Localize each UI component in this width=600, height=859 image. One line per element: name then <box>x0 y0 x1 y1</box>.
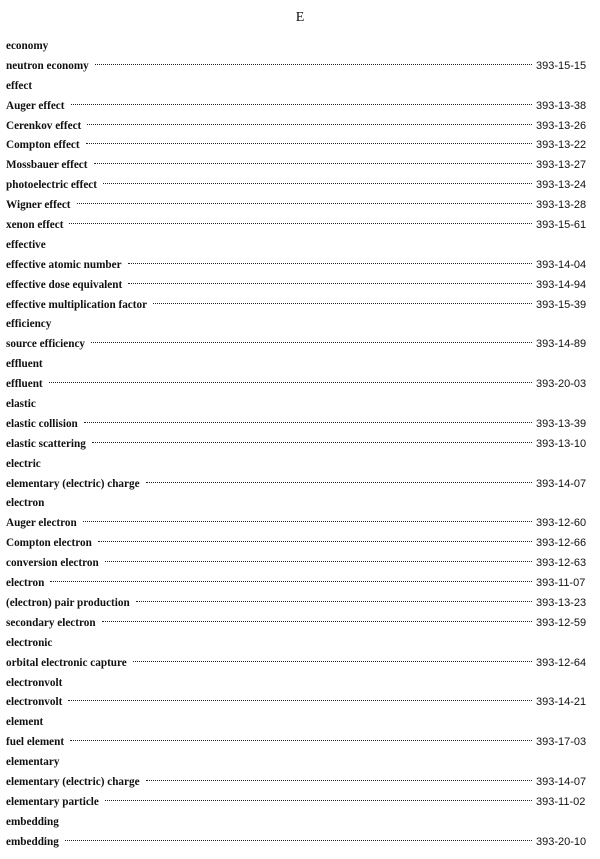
entry-term: effective atomic number <box>6 258 122 271</box>
entry-term: source efficiency <box>6 338 86 351</box>
entry-code: 393-13-22 <box>536 139 587 152</box>
index-entry <box>6 773 596 793</box>
dot-leader <box>94 163 533 164</box>
index-entry <box>6 554 596 574</box>
dot-leader <box>128 283 532 284</box>
index-entry <box>6 196 596 216</box>
index-entry <box>6 574 596 594</box>
entry-term: fuel element <box>6 736 65 749</box>
dot-leader <box>65 840 532 841</box>
index-heading: elementary <box>6 756 60 769</box>
index-heading: element <box>6 716 44 729</box>
entry-code: 393-13-28 <box>536 199 587 212</box>
entry-term: elementary (electric) charge <box>6 477 140 490</box>
entry-code: 393-15-61 <box>536 219 587 232</box>
dot-leader <box>98 541 532 542</box>
index-heading: effluent <box>6 358 43 371</box>
entry-term: Auger electron <box>6 517 77 530</box>
index-entry <box>6 256 596 276</box>
entry-code: 393-14-21 <box>536 696 587 709</box>
dot-leader <box>50 581 532 582</box>
entry-term: electron <box>6 577 45 590</box>
entry-code: 393-17-03 <box>536 736 587 749</box>
dot-leader <box>84 422 532 423</box>
entry-code: 393-13-23 <box>536 596 587 609</box>
page-title: E <box>295 10 305 25</box>
entry-code: 393-12-64 <box>536 656 587 669</box>
dot-leader <box>87 124 532 125</box>
dot-leader <box>95 64 532 65</box>
dot-leader <box>153 303 532 304</box>
index-heading: electron <box>6 497 45 510</box>
index-entry <box>6 514 596 534</box>
dot-leader <box>71 104 533 105</box>
dot-leader <box>91 342 532 343</box>
dot-leader <box>49 382 532 383</box>
index-entry <box>6 614 596 634</box>
entry-code: 393-12-66 <box>536 537 587 550</box>
entry-code: 393-14-04 <box>536 258 587 271</box>
index-entry <box>6 594 596 614</box>
index-entry <box>6 733 596 753</box>
entry-term: elementary particle <box>6 795 99 808</box>
index-heading: efficiency <box>6 318 52 331</box>
entry-code: 393-13-24 <box>536 179 587 192</box>
index-list <box>6 37 596 853</box>
index-heading: effect <box>6 79 33 92</box>
entry-code: 393-20-10 <box>536 835 587 848</box>
entry-code: 393-13-38 <box>536 99 587 112</box>
entry-term: elementary (electric) charge <box>6 775 140 788</box>
entry-term: orbital electronic capture <box>6 656 127 669</box>
index-entry <box>6 793 596 813</box>
index-entry <box>6 97 596 117</box>
dot-leader <box>128 263 532 264</box>
dot-leader <box>105 561 532 562</box>
entry-term: effective multiplication factor <box>6 298 148 311</box>
index-heading: electronvolt <box>6 676 63 689</box>
entry-code: 393-13-26 <box>536 119 587 132</box>
entry-term: Compton electron <box>6 537 92 550</box>
entry-code: 393-13-10 <box>536 437 587 450</box>
entry-term: elastic scattering <box>6 437 86 450</box>
index-entry <box>6 57 596 77</box>
index-entry <box>6 415 596 435</box>
entry-term: Compton effect <box>6 139 80 152</box>
entry-code: 393-14-07 <box>536 775 587 788</box>
entry-code: 393-11-07 <box>536 577 586 590</box>
entry-term: effective dose equivalent <box>6 278 123 291</box>
index-heading: economy <box>6 40 49 52</box>
index-entry <box>6 296 596 316</box>
entry-code: 393-15-15 <box>536 59 587 72</box>
index-heading: electric <box>6 457 41 470</box>
entry-code: 393-11-02 <box>536 795 586 808</box>
dot-leader <box>70 740 532 741</box>
entry-code: 393-14-07 <box>536 477 587 490</box>
entry-term: (electron) pair production <box>6 596 130 609</box>
entry-term: electronvolt <box>6 696 63 709</box>
index-entry <box>6 276 596 296</box>
entry-code: 393-15-39 <box>536 298 587 311</box>
dot-leader <box>105 800 532 801</box>
index-entry <box>6 176 596 196</box>
dot-leader <box>86 143 532 144</box>
index-entry <box>6 435 596 455</box>
index-entry <box>6 216 596 236</box>
entry-term: Wigner effect <box>6 199 71 212</box>
entry-code: 393-14-89 <box>536 338 587 351</box>
index-heading: embedding <box>6 815 59 828</box>
dot-leader <box>92 442 532 443</box>
entry-code: 393-13-39 <box>536 417 587 430</box>
entry-term: xenon effect <box>6 219 64 232</box>
dot-leader <box>103 183 532 184</box>
entry-code: 393-12-63 <box>536 557 587 570</box>
entry-code: 393-20-03 <box>536 378 587 391</box>
index-entry <box>6 375 596 395</box>
entry-term: effluent <box>6 378 43 391</box>
dot-leader <box>146 780 532 781</box>
entry-term: secondary electron <box>6 616 96 629</box>
entry-term: neutron economy <box>6 59 89 72</box>
entry-term: elastic collision <box>6 417 78 430</box>
index-entry <box>6 693 596 713</box>
entry-term: Mossbauer effect <box>6 159 88 172</box>
entry-code: 393-13-27 <box>536 159 587 172</box>
dot-leader <box>102 621 532 622</box>
index-entry <box>6 156 596 176</box>
index-heading: effective <box>6 238 46 251</box>
index-entry <box>6 117 596 137</box>
dot-leader <box>69 223 532 224</box>
entry-term: embedding <box>6 835 59 848</box>
index-entry <box>6 335 596 355</box>
index-entry <box>6 475 596 495</box>
dot-leader <box>68 700 532 701</box>
entry-term: Auger effect <box>6 99 65 112</box>
index-entry <box>6 654 596 674</box>
entry-code: 393-14-94 <box>536 278 587 291</box>
index-entry <box>6 534 596 554</box>
index-entry <box>6 833 596 853</box>
entry-term: photoelectric effect <box>6 179 97 192</box>
dot-leader <box>77 203 532 204</box>
index-entry <box>6 136 596 156</box>
dot-leader <box>133 661 532 662</box>
entry-term: conversion electron <box>6 557 99 570</box>
dot-leader <box>136 601 532 602</box>
dot-leader <box>83 521 532 522</box>
dot-leader <box>146 482 532 483</box>
index-heading: electronic <box>6 636 53 649</box>
index-heading: elastic <box>6 398 36 411</box>
entry-code: 393-12-59 <box>536 616 587 629</box>
entry-term: Cerenkov effect <box>6 119 82 132</box>
entry-code: 393-12-60 <box>536 517 587 530</box>
